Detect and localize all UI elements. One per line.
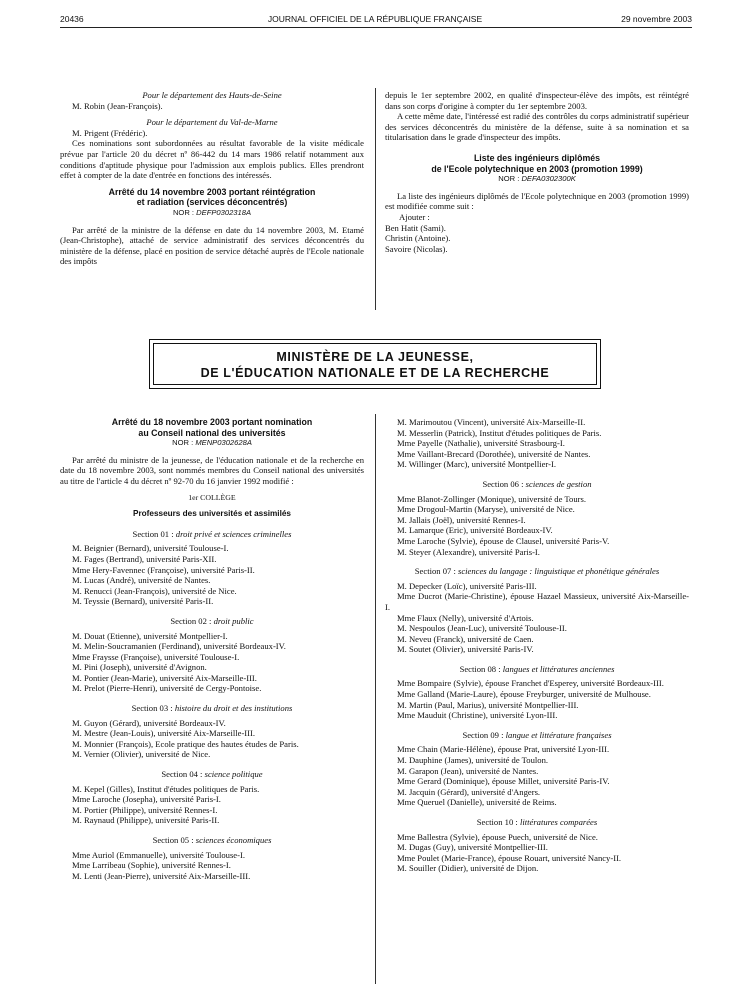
member-entry: Mme Queruel (Danielle), université de Reims. [397, 797, 557, 808]
section-discipline: droit public [213, 615, 254, 626]
member-entry: M. Soutet (Olivier), université Paris-IV. [397, 644, 534, 655]
section-discipline: science politique [204, 769, 263, 780]
member-entry: M. Raynaud (Philippe), université Paris-II. [72, 815, 220, 826]
member-entry: M. Vernier (Olivier), université de Nice. [72, 749, 211, 760]
section-list [385, 470, 689, 874]
section-discipline: sciences du langage : linguistique et phonétique générales [458, 566, 660, 577]
member-entry: Mme Ballestra (Sylvie), épouse Puech, université de Nice. [397, 831, 598, 842]
member-entry: M. Messerlin (Patrick), Institut d'études politiques de Paris. [397, 427, 602, 438]
section-number: Section 01 : [132, 528, 176, 539]
section-number: Section 09 : [462, 729, 506, 740]
member-entry: M. Lucas (André), université de Nantes. [72, 575, 211, 586]
member-entry: M. Teyssie (Bernard), université Paris-II. [72, 596, 214, 607]
member-entry: M. Garapon (Jean), université de Nantes. [397, 765, 539, 776]
dept-heading: Pour le département des Hauts-de-Seine [142, 90, 282, 100]
member-entry: Mme Fraysse (Françoise), université Toulouse-I. [72, 651, 240, 662]
member-entry: Mme Hery-Favennec (Françoise), université Paris-II. [72, 564, 255, 575]
member-entry: M. Monnier (François), Ecole pratique des hautes études de Paris. [72, 738, 299, 749]
section-discipline: sciences économiques [195, 835, 272, 845]
member-entry: M. Pontier (Jean-Marie), université Aix-Marseille-III. [72, 672, 257, 683]
list-title: de l'Ecole polytechnique en 2003 (promotion 1999) [431, 163, 643, 174]
member-entry: M. Melin-Soucramanien (Ferdinand), université Bordeaux-IV. [72, 641, 286, 652]
list-body: La liste des ingénieurs diplômés de l'Ecole polytechnique en 2003 (promotion 1999) est modifiée comme suit : [385, 190, 689, 212]
section-list [60, 520, 364, 882]
member-entry: M. Depecker (Loïc), université Paris-III. [397, 580, 537, 591]
member-entry: M. Jallais (Joël), université Rennes-I. [397, 514, 526, 525]
section-number: Section 05 : [152, 835, 196, 845]
section-discipline: langue et littérature françaises [505, 729, 612, 740]
top-right-column [385, 90, 689, 254]
ajouter-label: Ajouter : [399, 211, 430, 222]
member-entry: M. Lamarque (Eric), université Bordeaux-IV. [397, 525, 553, 536]
arrete-body: Par arrêté de la ministre de la défense en date du 14 novembre 2003, M. Etamé (Jean-Christophe), attaché de service administratif des services déconcentrés du ministère de la défense, placé en position de service détaché auprès de l'Ecole nationale des impôts [60, 224, 364, 267]
column-divider-top [375, 88, 376, 310]
section-heading [385, 479, 689, 490]
ministry-title: MINISTÈRE DE LA JEUNESSE, [276, 350, 474, 364]
arrete-title: au Conseil national des universités [138, 427, 286, 438]
journal-title: JOURNAL OFFICIEL DE LA RÉPUBLIQUE FRANÇAISE [267, 14, 483, 24]
section-number: Section 02 : [170, 615, 214, 626]
category-heading: Professeurs des universités et assimilés [133, 509, 291, 519]
member-entry: Mme Chain (Marie-Hélène), épouse Prat, université Lyon-III. [397, 744, 610, 755]
member-entry: M. Jacquin (Gérard), université d'Angers. [397, 786, 541, 797]
arrete-title: Arrêté du 18 novembre 2003 portant nomination [111, 417, 313, 427]
appointee-name: M. Robin (Jean-François). [72, 100, 163, 111]
member-entry: Mme Payelle (Nathalie), université Strasbourg-I. [397, 438, 565, 449]
member-entry: Mme Galland (Marie-Laure), épouse Freyburger, université de Mulhouse. [397, 689, 651, 700]
member-entry: Mme Blanot-Zollinger (Monique), université de Tours. [397, 493, 586, 504]
member-entry: M. Lenti (Jean-Pierre), université Aix-Marseille-III. [72, 870, 251, 881]
member-entry: M. Souiller (Didier), université de Dijon. [397, 863, 539, 874]
member-entry: M. Fages (Bertrand), université Paris-XII. [72, 553, 217, 564]
nor-code: MENP0302628A [195, 438, 252, 448]
top-left-column [60, 90, 364, 267]
member-entry: Mme Flaux (Nelly), université d'Artois. [397, 612, 534, 623]
member-entry: Mme Larribeau (Sophie), université Rennes-I. [72, 860, 231, 871]
member-entry: Mme Bompaire (Sylvie), épouse Franchet d'Esperey, université Bordeaux-III. [397, 678, 664, 689]
arrete-body: Par arrêté du ministre de la jeunesse, de l'éducation nationale et de la recherche en date du 18 novembre 2003, sont nommés membres du Conseil national des universités au titre de l'article 4 du décret nº 92-70 du 16 janvier 1992 modifié : [60, 454, 364, 486]
member-entry: Mme Mauduit (Christine), université Lyon-III. [397, 710, 558, 721]
page-number: 20436 [60, 14, 84, 24]
section-heading [60, 835, 364, 846]
section-number: Section 10 : [476, 817, 520, 827]
college-heading: 1er COLLÈGE [188, 492, 236, 502]
nor-label: NOR : [172, 207, 197, 217]
member-entry: Mme Gerard (Dominique), épouse Millet, université Paris-IV. [397, 776, 610, 787]
member-entry: M. Dugas (Guy), université Montpellier-III. [397, 842, 548, 853]
section-number: Section 03 : [131, 703, 175, 714]
section-heading [60, 769, 364, 780]
column-divider-bottom [375, 414, 376, 984]
member-entry: Mme Vaillant-Brecard (Dorothée), université de Nantes. [397, 448, 591, 459]
section-heading [385, 730, 689, 741]
member-entry: M. Guyon (Gérard), université Bordeaux-IV. [72, 717, 226, 728]
header-rule [60, 27, 692, 28]
radiation-paragraph: A cette même date, l'intéressé est radié des contrôles du corps administratif supérieur des services déconcentrés du ministère de la défense, suite à sa nomination et sa titularisation dans le grade d'inspecteur des impôts. [385, 111, 689, 143]
dept-heading: Pour le département du Val-de-Marne [146, 117, 278, 128]
section-heading [385, 664, 689, 675]
member-entry: Mme Auriol (Emmanuelle), université Toulouse-I. [72, 849, 245, 860]
continued-members [385, 417, 689, 470]
list-item: Savoire (Nicolas). [385, 243, 448, 254]
member-entry: M. Martin (Paul, Marius), université Montpellier-III. [397, 699, 579, 710]
member-entry: Mme Laroche (Josepha), université Paris-I. [72, 794, 221, 805]
member-entry: M. Dauphine (James), université de Toulon. [397, 755, 549, 766]
list-item: Ben Hatit (Sami). [385, 222, 446, 233]
nor-reference [60, 208, 364, 219]
member-entry: Mme Poulet (Marie-France), épouse Rouart, université Nancy-II. [397, 852, 622, 863]
appointee-name: M. Prigent (Frédéric). [72, 127, 148, 138]
nor-code: DEFP0302318A [196, 207, 252, 217]
nor-reference [385, 174, 689, 185]
arrete-title: et radiation (services déconcentrés) [136, 197, 288, 208]
issue-date: 29 novembre 2003 [621, 14, 692, 24]
nor-label: NOR : [172, 438, 196, 448]
section-discipline: sciences de gestion [525, 478, 592, 489]
member-entry: Mme Laroche (Sylvie), épouse de Clausel, université Paris-V. [397, 535, 610, 546]
ministry-banner [149, 339, 601, 389]
bottom-left-column [60, 417, 364, 881]
section-heading [60, 529, 364, 540]
section-discipline: littératures comparées [519, 817, 598, 827]
member-entry: M. Beignier (Bernard), université Toulouse-I. [72, 543, 229, 554]
member-entry: M. Prelot (Pierre-Henri), université de Cergy-Pontoise. [72, 683, 262, 694]
arrete-title: Arrêté du 14 novembre 2003 portant réintégration [108, 186, 316, 197]
member-entry: M. Willinger (Marc), université Montpellier-I. [397, 459, 556, 470]
member-entry: M. Marimoutou (Vincent), université Aix-Marseille-II. [397, 417, 586, 427]
member-entry: M. Renucci (Jean-François), université de Nice. [72, 585, 237, 596]
section-discipline: langues et littératures anciennes [502, 663, 615, 674]
section-discipline: droit privé et sciences criminelles [175, 528, 292, 539]
section-heading [385, 566, 689, 577]
nor-code: DEFA0302300K [521, 174, 576, 184]
member-entry: M. Portier (Philippe), université Rennes-I. [72, 804, 218, 815]
member-entry: M. Neveu (Franck), université de Caen. [397, 633, 534, 644]
member-entry: M. Nespoulos (Jean-Luc), université Toulouse-II. [397, 623, 567, 634]
continuation-paragraph: depuis le 1er septembre 2002, en qualité d'inspecteur-élève des impôts, est réintégré dans son corps d'origine à compter du 1er septembre 2003. [385, 90, 689, 111]
list-item: Christin (Antoine). [385, 233, 451, 244]
member-entry: M. Pini (Joseph), université d'Avignon. [72, 662, 207, 673]
section-number: Section 07 : [414, 566, 458, 577]
conditions-paragraph: Ces nominations sont subordonnées au résultat favorable de la visite médicale prévue par l'article 20 du décret nº 86-442 du 14 mars 1986 relatif notamment aux conditions d'aptitude physique pour l'admission aux emplois publics. Elles prendront effet à compter de la date d'entrée en fonctions des intéressés. [60, 138, 364, 181]
member-entry: M. Steyer (Alexandre), université Paris-I. [397, 546, 540, 557]
section-heading [60, 703, 364, 714]
member-entry: Mme Ducrot (Marie-Christine), épouse Hazael Massieux, université Aix-Marseille-I. [385, 591, 689, 612]
member-entry: M. Kepel (Gilles), Institut d'études politiques de Paris. [72, 783, 260, 794]
section-number: Section 04 : [161, 769, 205, 780]
nor-reference [60, 438, 364, 449]
section-number: Section 06 : [482, 478, 526, 489]
member-entry: M. Mestre (Jean-Louis), université Aix-Marseille-III. [72, 728, 256, 739]
section-number: Section 08 : [459, 663, 503, 674]
section-heading [60, 616, 364, 627]
list-title: Liste des ingénieurs diplômés [473, 152, 601, 163]
member-entry: Mme Drogoul-Martin (Maryse), université de Nice. [397, 504, 575, 515]
bottom-right-column [385, 417, 689, 874]
section-heading [385, 817, 689, 828]
ministry-title: DE L'ÉDUCATION NATIONALE ET DE LA RECHERCHE [200, 366, 550, 380]
section-discipline: histoire du droit et des institutions [174, 703, 293, 714]
member-entry: M. Douat (Etienne), université Montpellier-I. [72, 630, 228, 641]
nor-label: NOR : [498, 174, 522, 184]
